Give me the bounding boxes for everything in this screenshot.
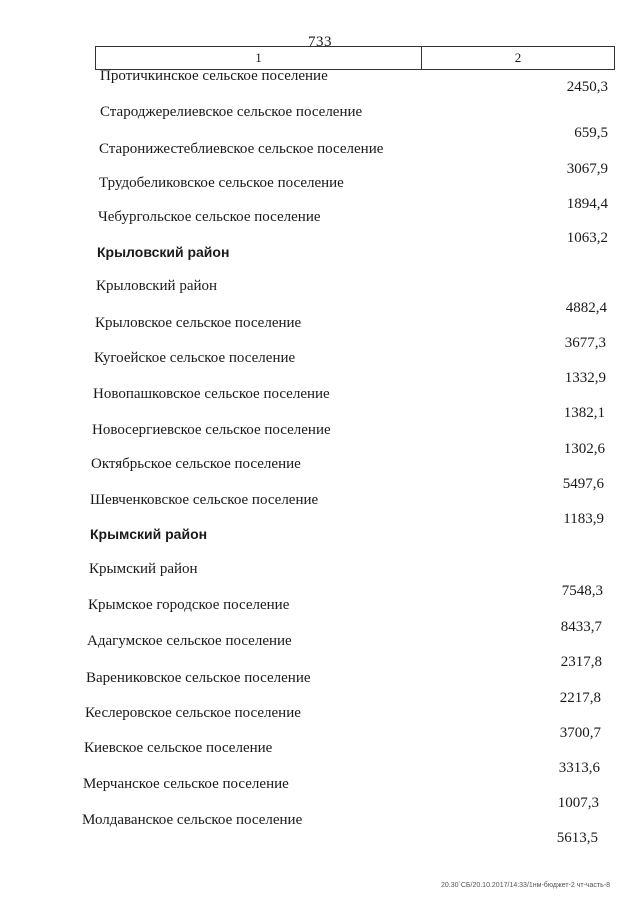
- row-value: 2217,8: [559, 690, 601, 706]
- row-name: Новосергиевское сельское поселение: [92, 422, 331, 438]
- row-value: 7548,3: [561, 583, 603, 599]
- header-column-2: 2: [514, 50, 522, 65]
- row-name: Крыловское сельское поселение: [95, 315, 302, 331]
- row-name: Кеслеровское сельское поселение: [85, 705, 301, 721]
- row-value: 1063,2: [566, 230, 608, 246]
- row-name: Киевское сельское поселение: [84, 740, 273, 756]
- row-value: 3067,9: [566, 161, 608, 177]
- row-value: 1007,3: [557, 795, 599, 811]
- row-value: 5497,6: [562, 476, 604, 492]
- row-value: 1382,1: [563, 405, 605, 421]
- row-name: Адагумское сельское поселение: [87, 633, 292, 649]
- row-value: 2450,3: [566, 79, 608, 95]
- row-value: 1183,9: [563, 511, 604, 527]
- row-value: 1302,6: [563, 441, 605, 457]
- section-heading: Крыловский район: [97, 244, 230, 260]
- row-name: Новопашковское сельское поселение: [93, 386, 330, 402]
- row-value: 4882,4: [565, 300, 607, 316]
- row-value: 2317,8: [560, 654, 602, 670]
- row-name: Старонижестеблиевское сельское поселение: [99, 141, 384, 157]
- row-name: Кугоейское сельское поселение: [94, 350, 296, 366]
- row-name: Мерчанское сельское поселение: [83, 776, 289, 792]
- row-name: Шевченковское сельское поселение: [90, 492, 319, 508]
- row-value: 5613,5: [556, 830, 598, 846]
- row-value: 3313,6: [558, 760, 600, 776]
- section-heading: Крымский район: [90, 526, 208, 542]
- row-value: 659,5: [574, 125, 608, 141]
- row-name: Молдаванское сельское поселение: [82, 812, 303, 828]
- row-name: Чебургольское сельское поселение: [98, 209, 321, 225]
- row-value: 1332,9: [564, 370, 606, 386]
- row-value: 3700,7: [559, 725, 601, 741]
- table-header: [95, 46, 615, 70]
- row-name: Протичкинское сельское поселение: [100, 68, 328, 84]
- row-value: 8433,7: [560, 619, 602, 635]
- row-name: Варениковское сельское поселение: [86, 670, 311, 686]
- row-value: 3677,3: [564, 335, 606, 351]
- row-name: Крымское городское поселение: [88, 597, 290, 613]
- row-name: Староджерелиевское сельское поселение: [100, 104, 363, 120]
- row-name: Крыловский район: [96, 278, 218, 294]
- page-number: 733: [308, 34, 332, 50]
- row-name: Октябрьское сельское поселение: [91, 456, 301, 472]
- header-column-1: 1: [96, 47, 422, 69]
- row-name: Трудобеликовское сельское поселение: [99, 175, 344, 191]
- row-value: 1894,4: [566, 196, 608, 212]
- row-name: Крымский район: [89, 561, 198, 577]
- footer-stamp: 20.30`СБ/20.10.2017/14:33/1нм-бюджет-2 чт-часть-8: [441, 882, 610, 889]
